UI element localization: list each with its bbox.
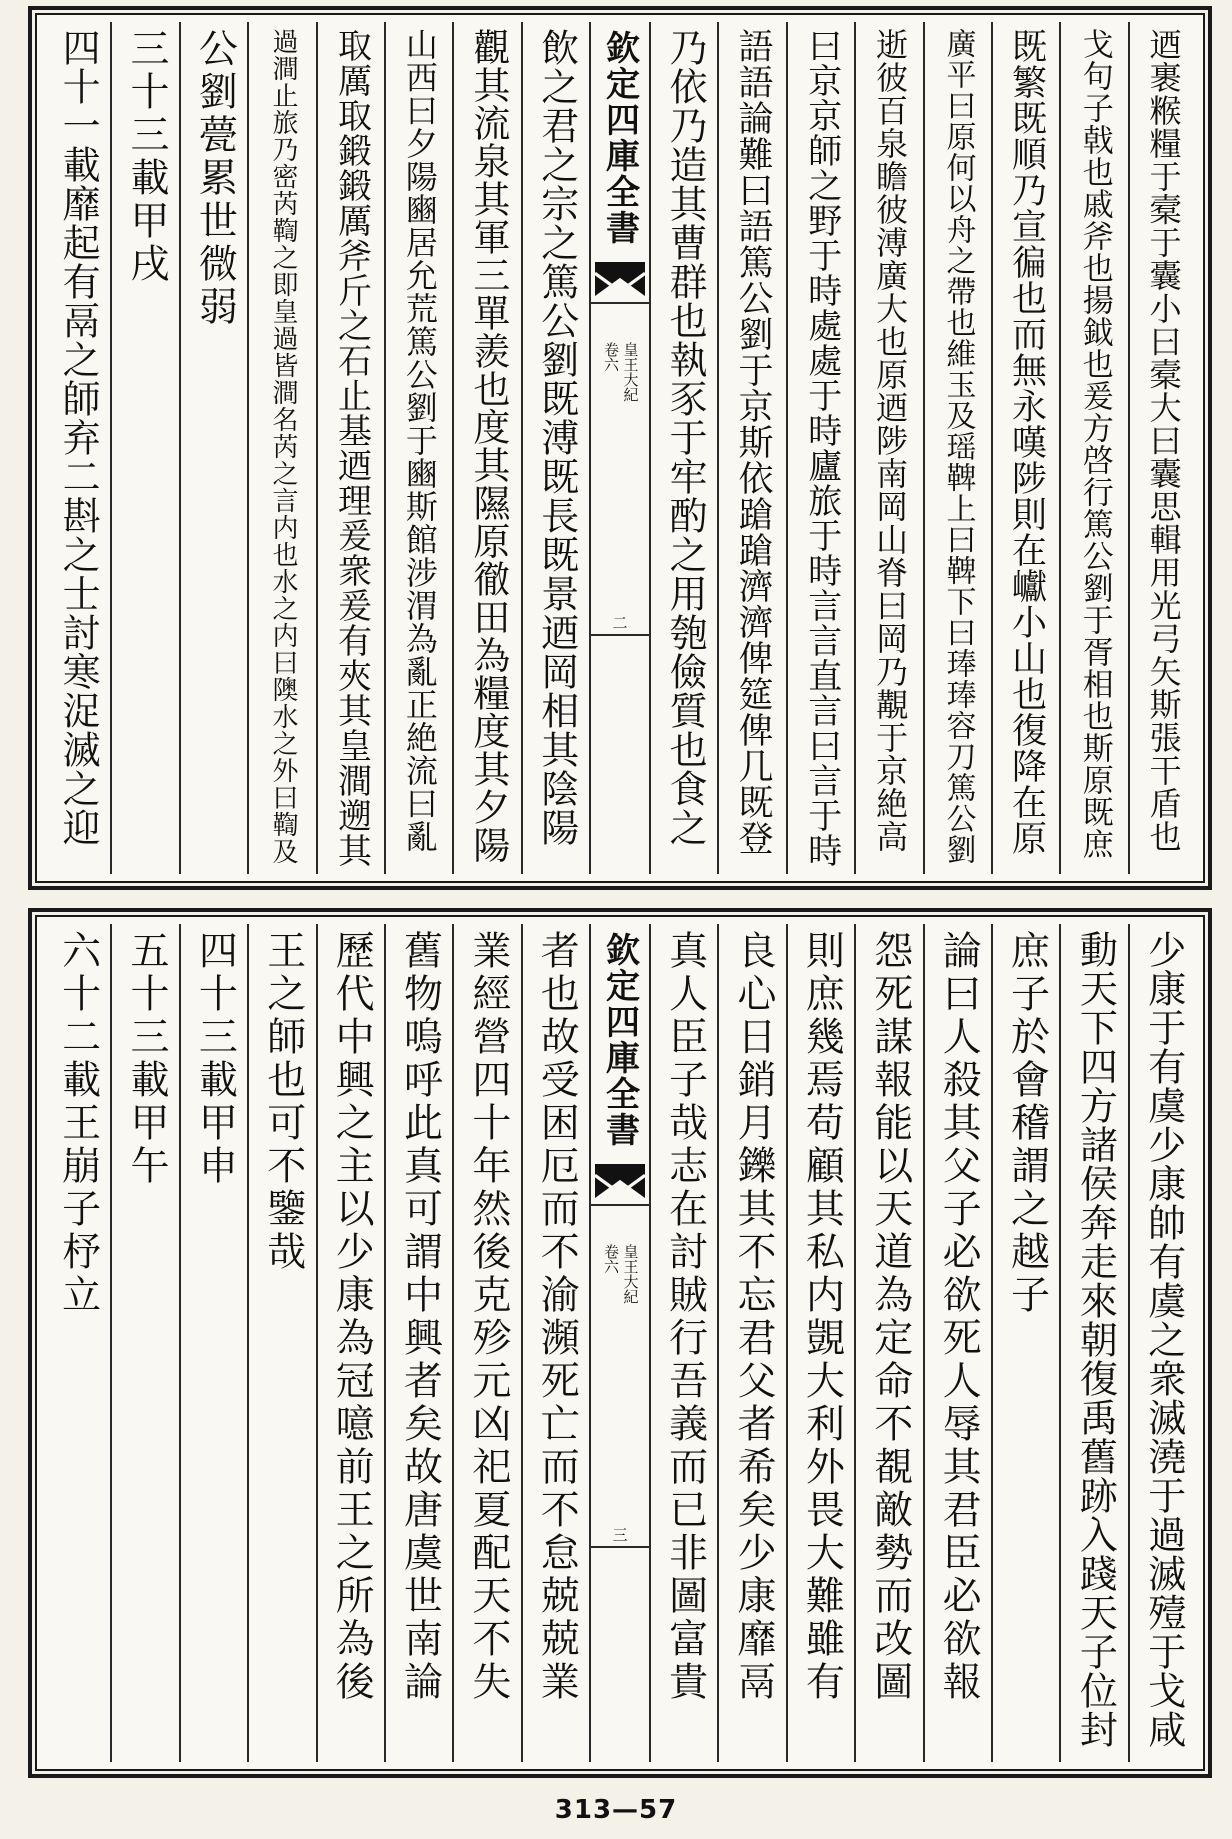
center-fold <box>589 22 649 874</box>
text-column <box>649 924 717 1762</box>
fold-rule <box>591 634 649 636</box>
center-fold <box>589 924 649 1762</box>
text-column <box>923 924 991 1762</box>
fold-rule <box>591 1546 649 1548</box>
text-column <box>247 22 315 874</box>
text-column <box>1059 22 1127 874</box>
text-column <box>179 22 247 874</box>
volume-name: 卷六 <box>602 1244 620 1274</box>
text-column <box>786 924 854 1762</box>
column-text: 庶子於會稽謂之越子 <box>1004 930 1050 1317</box>
text-column <box>649 22 717 874</box>
text-column <box>521 22 589 874</box>
column-text: 取厲取鍛鍛厲斧斤之石止基迺理爰衆爰有夾其皇澗遡其 <box>331 28 372 868</box>
column-text: 論曰人殺其父子必欲死人辱其君臣必欲報 <box>936 930 982 1704</box>
column-text: 四十三載甲申 <box>192 930 238 1188</box>
text-column <box>452 924 520 1762</box>
column-text: 少康于有虞少康帥有虞之衆滅澆于過滅殪于戈咸 <box>1141 930 1186 1749</box>
column-text: 曰京京師之野于時處處于時廬旅于時言言直言曰言于時 <box>801 28 842 868</box>
section-name: 皇王大紀 <box>621 1244 640 1304</box>
text-column <box>1059 924 1127 1762</box>
text-column <box>991 22 1059 874</box>
column-text: 戈句子戟也戚斧也揚鉞也爰方啓行篤公劉于胥相也斯原既庶 <box>1076 28 1113 860</box>
column-text: 四十一載靡起有鬲之師弃二斟之士討寒浞滅之迎 <box>56 28 101 847</box>
text-column <box>110 924 178 1762</box>
column-text: 五十三載甲午 <box>124 930 170 1188</box>
column-text: 飲之君之宗之篤公劉既溥既長既景迺岡相其陰陽 <box>534 28 579 847</box>
text-column <box>44 924 110 1762</box>
column-text: 則庶幾焉苟顧其私内覬大利外畏大難雖有 <box>799 930 845 1704</box>
text-column <box>247 924 315 1762</box>
text-column <box>1128 22 1196 874</box>
text-column <box>717 22 785 874</box>
text-column <box>923 22 991 874</box>
column-text: 舊物嗚呼此真可謂中興者矣故唐虞世南論 <box>397 930 443 1704</box>
column-text: 迺裹糇糧于槖于囊小曰槖大曰囊思輯用光弓矢斯張干盾也 <box>1144 28 1183 853</box>
column-text: 既繁既順乃宣徧也而無永嘆陟則在巘小山也復降在原 <box>1006 28 1047 856</box>
text-column <box>854 22 922 874</box>
fish-tail-icon <box>595 1164 645 1198</box>
section-name: 皇王大紀 <box>621 342 640 402</box>
column-text: 公劉甍累世微弱 <box>192 28 238 329</box>
fold-rule <box>591 1204 649 1206</box>
column-text: 山西曰夕陽豳居允荒篤公劉于豳斯館涉渭為亂正絶流曰亂 <box>400 28 439 853</box>
fold-section-title <box>601 1244 640 1304</box>
text-column <box>854 924 922 1762</box>
text-column <box>384 924 452 1762</box>
folio-number: 二 <box>612 614 628 632</box>
column-text: 廣平曰原何以舟之帶也維玉及瑶鞞上曰鞞下曰琫琫容刀篤公劉 <box>940 28 976 865</box>
text-column <box>452 22 520 874</box>
column-text: 逝彼百泉瞻彼溥廣大也原迺陟南岡山脊曰岡乃覯于京絶高 <box>871 28 910 853</box>
text-column <box>179 924 247 1762</box>
fish-tail-icon <box>595 262 645 296</box>
column-text: 良心日銷月鑠其不忘君父者希矣少康靡鬲 <box>731 930 777 1704</box>
column-text: 過澗止旅乃密芮鞫之即皇過皆澗名芮之言内也水之内曰隩水之外曰鞫及 <box>267 28 298 865</box>
column-text: 怨死謀報能以天道為定命不覩敵勢而改圖 <box>867 930 913 1704</box>
top-page-frame <box>28 6 1212 890</box>
fold-rule <box>591 302 649 304</box>
column-text: 語語論難曰語篤公劉于京斯依蹌蹌濟濟俾筵俾几既登 <box>732 28 773 856</box>
text-column <box>521 924 589 1762</box>
text-column <box>1128 924 1196 1762</box>
text-column <box>316 924 384 1762</box>
text-column <box>110 22 178 874</box>
column-text: 者也故受困厄而不渝瀕死亡而不怠兢兢業 <box>534 930 580 1704</box>
fold-title: 欽定四庫全書 <box>599 932 640 1148</box>
volume-name: 卷六 <box>602 342 620 372</box>
text-column <box>786 22 854 874</box>
bottom-page-frame <box>28 908 1212 1778</box>
text-column <box>316 22 384 874</box>
fold-section-title <box>601 342 640 402</box>
column-text: 觀其流泉其軍三單羨也度其隰原徹田為糧度其夕陽 <box>466 28 510 864</box>
column-text: 三十三載甲戌 <box>124 28 170 286</box>
text-column <box>384 22 452 874</box>
text-column <box>717 924 785 1762</box>
column-text: 六十二載王崩子杼立 <box>55 930 101 1317</box>
column-text: 乃依乃造其曹群也執豕于牢酌之用匏儉質也食之 <box>663 28 708 847</box>
text-column <box>44 22 110 874</box>
column-text: 王之師也可不鑒哉 <box>260 930 306 1274</box>
text-column <box>991 924 1059 1762</box>
fold-title: 欽定四庫全書 <box>599 30 640 246</box>
column-text: 真人臣子哉志在討賊行吾義而已非圖富貴 <box>662 930 708 1704</box>
column-text: 業經營四十年然後克殄元凶祀夏配天不失 <box>465 930 511 1704</box>
folio-number: 三 <box>612 1526 628 1544</box>
page-number: 313—57 <box>554 1795 678 1825</box>
column-text: 歷代中興之主以少康為冠噫前王之所為後 <box>329 930 375 1704</box>
column-text: 動天下四方諸侯奔走來朝復禹舊跡入踐天子位封 <box>1073 930 1118 1749</box>
